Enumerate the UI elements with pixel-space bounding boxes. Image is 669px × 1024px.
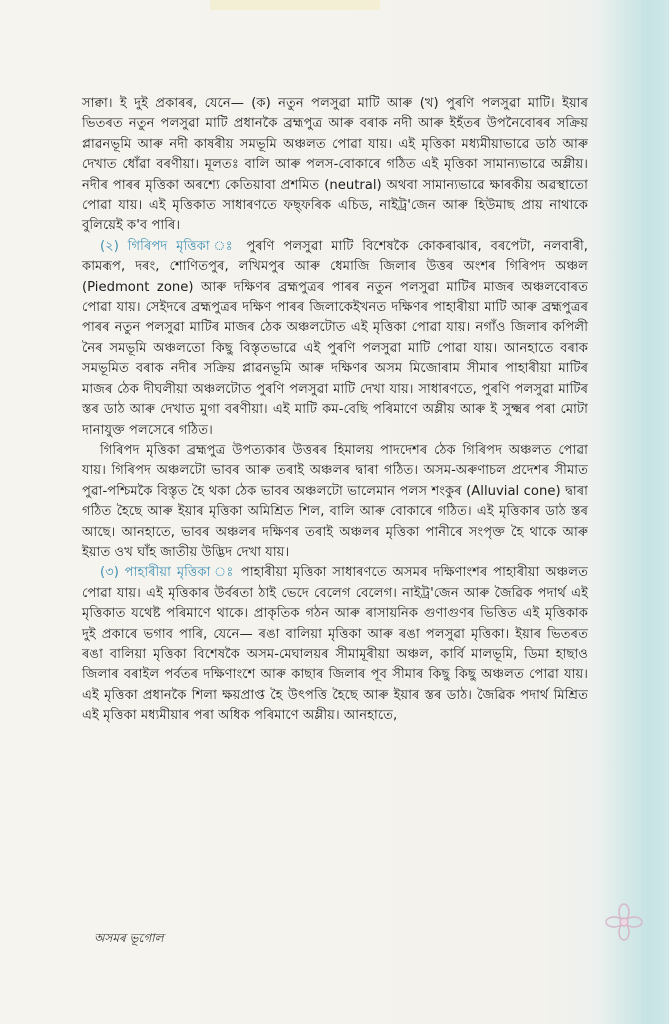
page-edge-tint	[599, 0, 669, 1024]
paragraph-text: পাহাৰীয়া মৃত্তিকা সাধাৰণতে অসমৰ দক্ষিণাংশৰ পাহাৰীয়া অঞ্চলত পোৱা যায়। এই মৃত্তিকাৰ উৰ্বৰতা ঠাই ভেদে বেলেগ বেলেগ। নাইট্ৰ'জেন আৰু জৈৱিক পদাৰ্থ এই মৃত্তিকাত যথেষ্ট পৰিমাণে থাকে। প্ৰাকৃতিক গঠন আৰু ৰাসায়নিক গুণাগুণৰ ভিত্তিত এই মৃত্তিকাক দুই প্ৰকাৰে ভগাব পাৰি, যেনে— ৰঙা বালিয়া মৃত্তিকা আৰু ৰঙা পলসুৱা মৃত্তিকা। ইয়াৰ ভিতৰত ৰঙা বালিয়া মৃত্তিকা বিশেষকৈ অসম-মেঘালয়ৰ সীমামূৰীয়া অঞ্চল, কাৰ্বি মালভূমি, ডিমা হাছাও জিলাৰ বৰাইল পৰ্বতৰ দক্ষিণাংশে আৰু কাছাৰ জিলাৰ পূব সীমাৰ কিছু কিছু অঞ্চলত পোৱা যায়। এই মৃত্তিকা প্ৰধানকৈ শিলা ক্ষয়প্ৰাপ্ত হৈ উৎপত্তি হৈছে আৰু ইয়াৰ স্তৰ ডাঠ। জৈৱিক পদাৰ্থ মিশ্ৰিত এই মৃত্তিকা মধ্যমীয়াৰ পৰা অধিক পৰিমাণে অম্লীয়। আনহাতে,	[82, 565, 588, 724]
paragraph-text: সাক্বা। ই দুই প্ৰকাৰৰ, যেনে— (ক) নতুন পলসুৱা মাটি আৰু (খ) পুৰণি পলসুৱা মাটি। ইয়াৰ ভিতৰত নতুন পলসুৱা মাটি প্ৰধানকৈ ব্ৰহ্মপুত্ৰ আৰু বৰাক নদী আৰু ইহঁতৰ উপনৈবোৰৰ সক্ৰিয় প্লাৱনভূমি আৰু নদী কাষৰীয় সমভূমি অঞ্চলত পোৱা যায়। এই মৃত্তিকা মধ্যমীয়াভাৱে ডাঠ আৰু দেখাত ধোঁৱা বৰণীয়া। মূলতঃ বালি আৰু পলস-বোকাৰে গঠিত এই মৃত্তিকা সামান্যভাৱে অম্লীয়। নদীৰ পাৰৰ মৃত্তিকা অৰশ্যে কেতিয়াবা প্ৰশমিত (neutral) অথবা সামান্যভাৱে ক্ষাৰকীয় অৱস্থাতো পোৱা যায়। এই মৃত্তিকাত সাধাৰণতে ফছ্‌ফৰিক এচিড, নাইট্ৰ'জেন আৰু হিউমাছ প্ৰায় নাথাকে বুলিয়েই ক'ব পাৰি।	[82, 96, 588, 234]
section-heading-hill: (৩) পাহাৰীয়া মৃত্তিকা ঃ	[100, 565, 241, 581]
paragraph-piedmont-bhabar-terai	[82, 441, 588, 563]
section-heading-piedmont: (২) গিৰিপদ মৃত্তিকা ঃ	[100, 238, 247, 254]
paragraph-text: গিৰিপদ মৃত্তিকা ব্ৰহ্মপুত্ৰ উপত্যকাৰ উত্তৰৰ হিমালয় পাদদেশৰ ঠেক গিৰিপদ অঞ্চলত পোৱা যায়। গিৰিপদ অঞ্চলটো ভাবৰ আৰু তৰাই অঞ্চলৰ দ্বাৰা গঠিত। অসম-অৰুণাচল প্ৰদেশৰ সীমাত পুৱা-পশ্চিমকৈ বিস্তৃত হৈ থকা ঠেক ভাবৰ অঞ্চলটো ভালেমান পলস শংকুৰ (Alluvial cone) দ্বাৰা গঠিত হৈছে আৰু ইয়াৰ মৃত্তিকা অমিশ্ৰিত শিল, বালি আৰু বোকাৰে গঠিত। এই মৃত্তিকাৰ ডাঠ স্তৰ আছে। আনহাতে, ভাবৰ অঞ্চলৰ দক্ষিণৰ তৰাই অঞ্চলৰ মৃত্তিকা পানীৰে সংপৃক্ত হৈ থাকে আৰু ইয়াত ওখ ঘাঁহ জাতীয় উদ্ভিদ দেখা যায়।	[82, 442, 588, 560]
paragraph-text: পুৰণি পলসুৱা মাটি বিশেষকৈ কোকৰাঝাৰ, বৰপেটা, নলবাৰী, কামৰূপ, দৰং, শোণিতপুৰ, লখিমপুৰ আৰু ধেমাজি জিলাৰ উত্তৰ অংশৰ গিৰিপদ অঞ্চল (Piedmont zone) আৰু দক্ষিণৰ ব্ৰহ্মপুত্ৰৰ পাৰৰ নতুন পলসুৱা মাটিৰ মাজৰ অঞ্চলবোৰত পোৱা যায়। সেইদৰে ব্ৰহ্মপুত্ৰৰ দক্ষিণ পাৰৰ জিলাকেইখনত দক্ষিণৰ পাহাৰীয়া মাটি আৰু ব্ৰহ্মপুত্ৰৰ পাৰৰ নতুন পলসুৱা মাটিৰ মাজৰ ঠেক অঞ্চলটোত এই মৃত্তিকা পোৱা যায়। নগাঁও জিলাৰ কপিলী নৈৰ সমভূমি অঞ্চলতো কিছু বিস্তৃতভাৱে এই পুৰণি পলসুৱা মাটি পোৱা যায়। আনহাতে বৰাক সমভূমিত বৰাক নদীৰ সক্ৰিয় প্লাৱনভূমি আৰু দক্ষিণৰ অসম মিজোৰাম সীমাৰ পাহাৰীয়া মাটিৰ মাজৰ ঠেক দীঘলীয়া অঞ্চলটোত পুৰণি পলসুৱা মাটি দেখা যায়। সাধাৰণতে, পুৰণি পলসুৱা মাটিৰ স্তৰ ডাঠ আৰু দেখাত মুগা বৰণীয়া। এই মাটি কম-বেছি পৰিমাণে অম্লীয় আৰু ই সুক্ষ্মৰ পৰা মোটা দানাযুক্ত পলসেৰে গঠিত।	[82, 238, 589, 438]
paragraph-alluvial-types	[82, 94, 588, 237]
paper-stain	[210, 0, 380, 10]
page-body	[82, 94, 588, 727]
paragraph-piedmont-soil	[82, 237, 588, 441]
paragraph-hill-soil	[82, 563, 588, 726]
flower-icon	[604, 902, 644, 942]
footer-book-title: অসমৰ ভূগোল	[94, 931, 164, 945]
